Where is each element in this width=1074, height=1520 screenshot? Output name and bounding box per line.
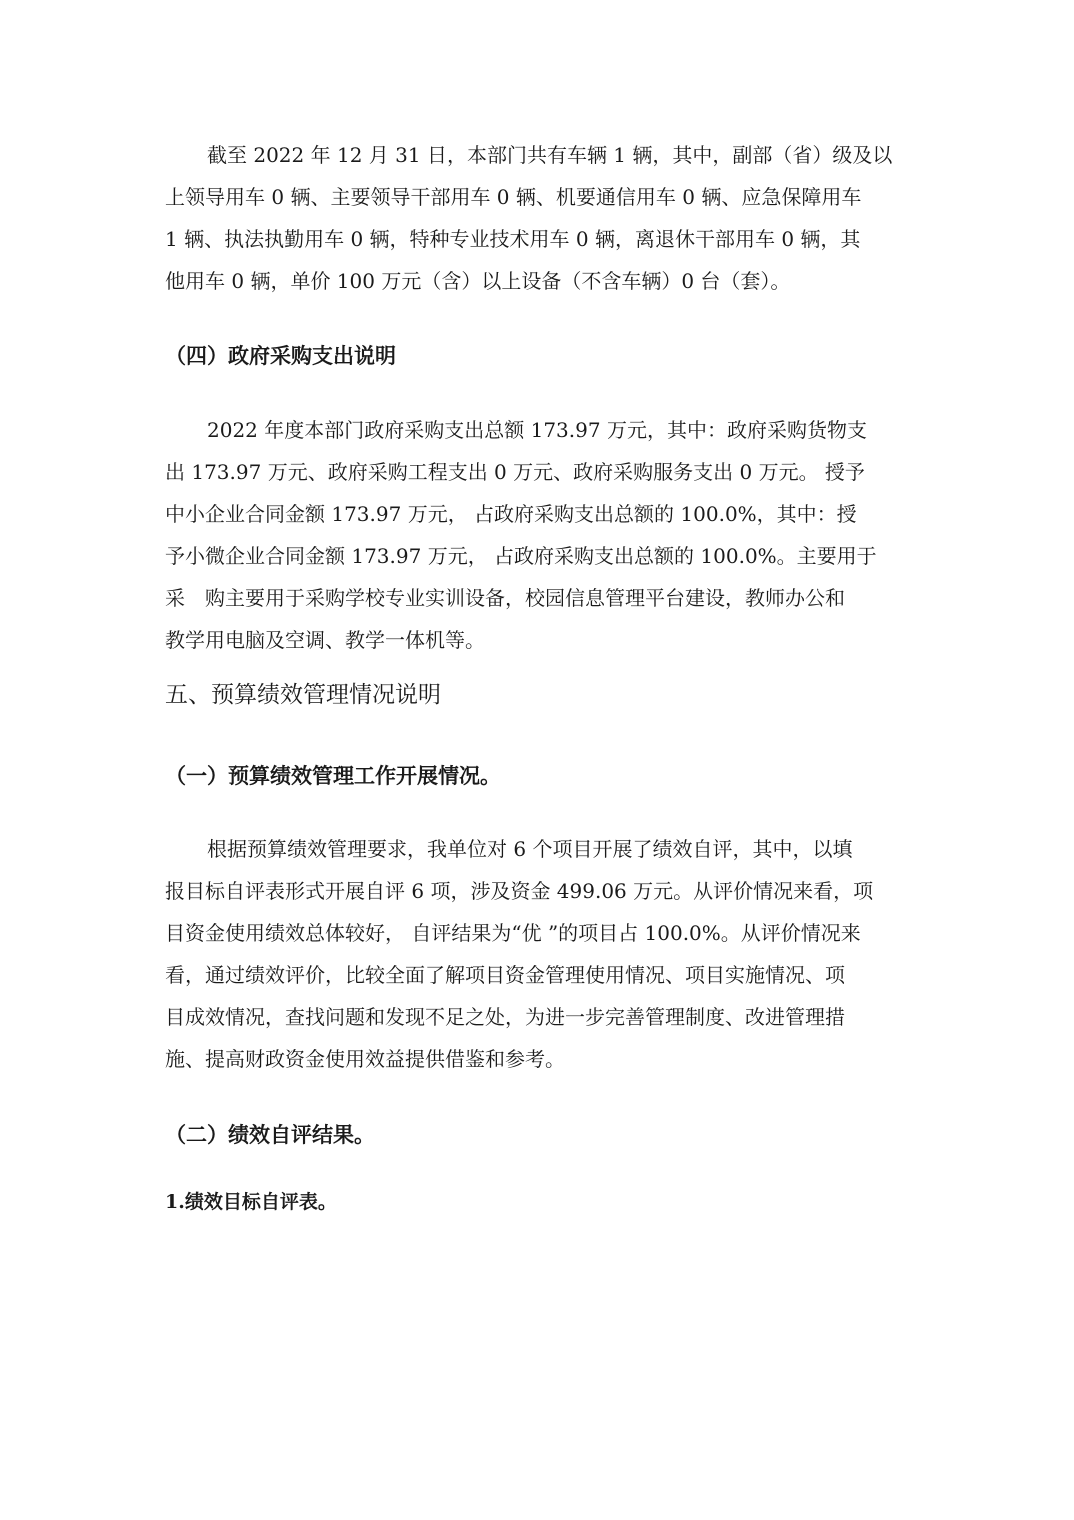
sub-heading-self-evaluation-table: 1.绩效目标自评表。 (165, 1191, 337, 1213)
paragraph-line: 施、提高财政资金使用效益提供借鉴和参考。 (165, 1047, 565, 1071)
paragraph-line: 教学用电脑及空调、教学一体机等。 (165, 628, 485, 652)
section-heading-results: （二）绩效自评结果。 (165, 1122, 375, 1147)
paragraph-line: 1 辆、执法执勤用车 0 辆，特种专业技术用车 0 辆，离退休干部用车 0 辆，其 (165, 227, 861, 251)
paragraph-line: 出 173.97 万元、政府采购工程支出 0 万元、政府采购服务支出 0 万元。 授予 (165, 460, 865, 484)
paragraph-line: 根据预算绩效管理要求，我单位对 6 个项目开展了绩效自评，其中，以填 (207, 837, 853, 861)
paragraph-line: 目成效情况，查找问题和发现不足之处，为进一步完善管理制度、改进管理措 (165, 1005, 845, 1029)
paragraph-line: 他用车 0 辆，单价 100 万元（含）以上设备（不含车辆）0 台（套）。 (165, 269, 791, 293)
section-heading-5: 五、预算绩效管理情况说明 (165, 682, 441, 708)
paragraph-line: 截至 2022 年 12 月 31 日，本部门共有车辆 1 辆，其中，副部（省）级及以 (207, 143, 893, 167)
paragraph-line: 报目标自评表形式开展自评 6 项，涉及资金 499.06 万元。从评价情况来看，项 (165, 879, 874, 903)
paragraph-line: 中小企业合同金额 173.97 万元， 占政府采购支出总额的 100.0%，其中：授 (165, 502, 857, 526)
paragraph-line: 采 购主要用于采购学校专业实训设备，校园信息管理平台建设，教师办公和 (165, 586, 845, 610)
section-heading-work: （一）预算绩效管理工作开展情况。 (165, 763, 501, 788)
paragraph-line: 2022 年度本部门政府采购支出总额 173.97 万元，其中：政府采购货物支 (207, 418, 867, 442)
paragraph-line: 予小微企业合同金额 173.97 万元， 占政府采购支出总额的 100.0%。主要用于 (165, 544, 877, 568)
paragraph-line: 看，通过绩效评价，比较全面了解项目资金管理使用情况、项目实施情况、项 (165, 963, 845, 987)
section-heading-procurement: （四）政府采购支出说明 (165, 343, 396, 368)
paragraph-line: 上领导用车 0 辆、主要领导干部用车 0 辆、机要通信用车 0 辆、应急保障用车 (165, 185, 862, 209)
paragraph-line: 目资金使用绩效总体较好， 自评结果为“优 ”的项目占 100.0%。从评价情况来 (165, 921, 861, 945)
